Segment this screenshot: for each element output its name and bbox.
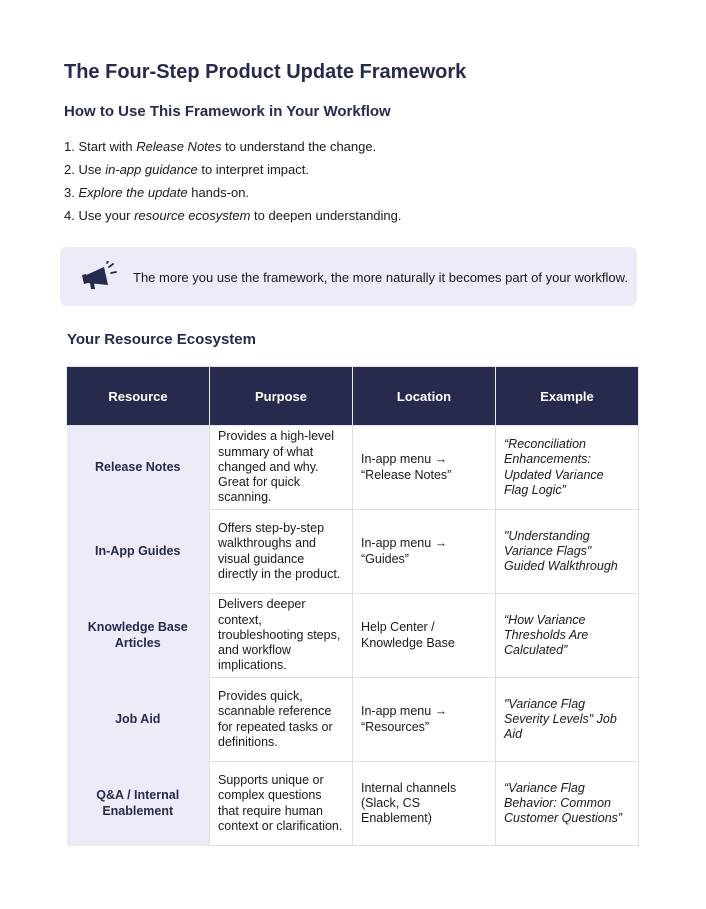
column-header: Location — [353, 367, 496, 426]
location-cell: In-app menu → “Guides” — [353, 510, 496, 594]
location-cell: Internal channels (Slack, CS Enablement) — [353, 762, 496, 846]
table-row — [67, 426, 639, 510]
list-item: 4. Use your resource ecosystem to deepen understanding. — [64, 208, 402, 223]
purpose-cell: Delivers deeper context, troubleshooting steps, and workflow implications. — [210, 594, 353, 678]
example-cell: "Understanding Variance Flags" Guided Walkthrough — [496, 510, 639, 594]
column-header: Example — [496, 367, 639, 426]
table-row — [67, 510, 639, 594]
example-cell: “Reconciliation Enhancements: Updated Variance Flag Logic” — [496, 426, 639, 510]
resource-cell: Q&A / Internal Enablement — [67, 762, 210, 846]
example-cell: "Variance Flag Severity Levels" Job Aid — [496, 678, 639, 762]
purpose-cell: Provides quick, scannable reference for repeated tasks or definitions. — [210, 678, 353, 762]
column-header: Purpose — [210, 367, 353, 426]
location-cell: In-app menu → “Resources” — [353, 678, 496, 762]
resource-table — [66, 366, 639, 846]
location-cell: In-app menu → “Release Notes” — [353, 426, 496, 510]
column-header: Resource — [67, 367, 210, 426]
megaphone-icon — [80, 261, 120, 293]
callout-text: The more you use the framework, the more naturally it becomes part of your workflow. — [133, 270, 628, 285]
list-item: 2. Use in-app guidance to interpret impact. — [64, 162, 309, 177]
example-cell: “Variance Flag Behavior: Common Customer Questions” — [496, 762, 639, 846]
page-title: The Four-Step Product Update Framework — [64, 61, 467, 83]
table-row — [67, 678, 639, 762]
list-item: 3. Explore the update hands-on. — [64, 185, 250, 200]
table-row — [67, 594, 639, 678]
resource-cell: Knowledge Base Articles — [67, 594, 210, 678]
location-cell: Help Center / Knowledge Base — [353, 594, 496, 678]
list-item: 1. Start with Release Notes to understand the change. — [64, 139, 377, 154]
steps-list — [64, 139, 402, 231]
table-row — [67, 762, 639, 846]
ecosystem-title: Your Resource Ecosystem — [67, 331, 256, 348]
purpose-cell: Offers step-by-step walkthroughs and visual guidance directly in the product. — [210, 510, 353, 594]
resource-cell: In-App Guides — [67, 510, 210, 594]
example-cell: “How Variance Thresholds Are Calculated” — [496, 594, 639, 678]
callout-box — [60, 247, 637, 306]
resource-cell: Release Notes — [67, 426, 210, 510]
table-header-row — [67, 367, 639, 426]
purpose-cell: Supports unique or complex questions that require human context or clarification. — [210, 762, 353, 846]
section-subtitle: How to Use This Framework in Your Workflow — [64, 103, 391, 120]
resource-cell: Job Aid — [67, 678, 210, 762]
purpose-cell: Provides a high-level summary of what changed and why. Great for quick scanning. — [210, 426, 353, 510]
